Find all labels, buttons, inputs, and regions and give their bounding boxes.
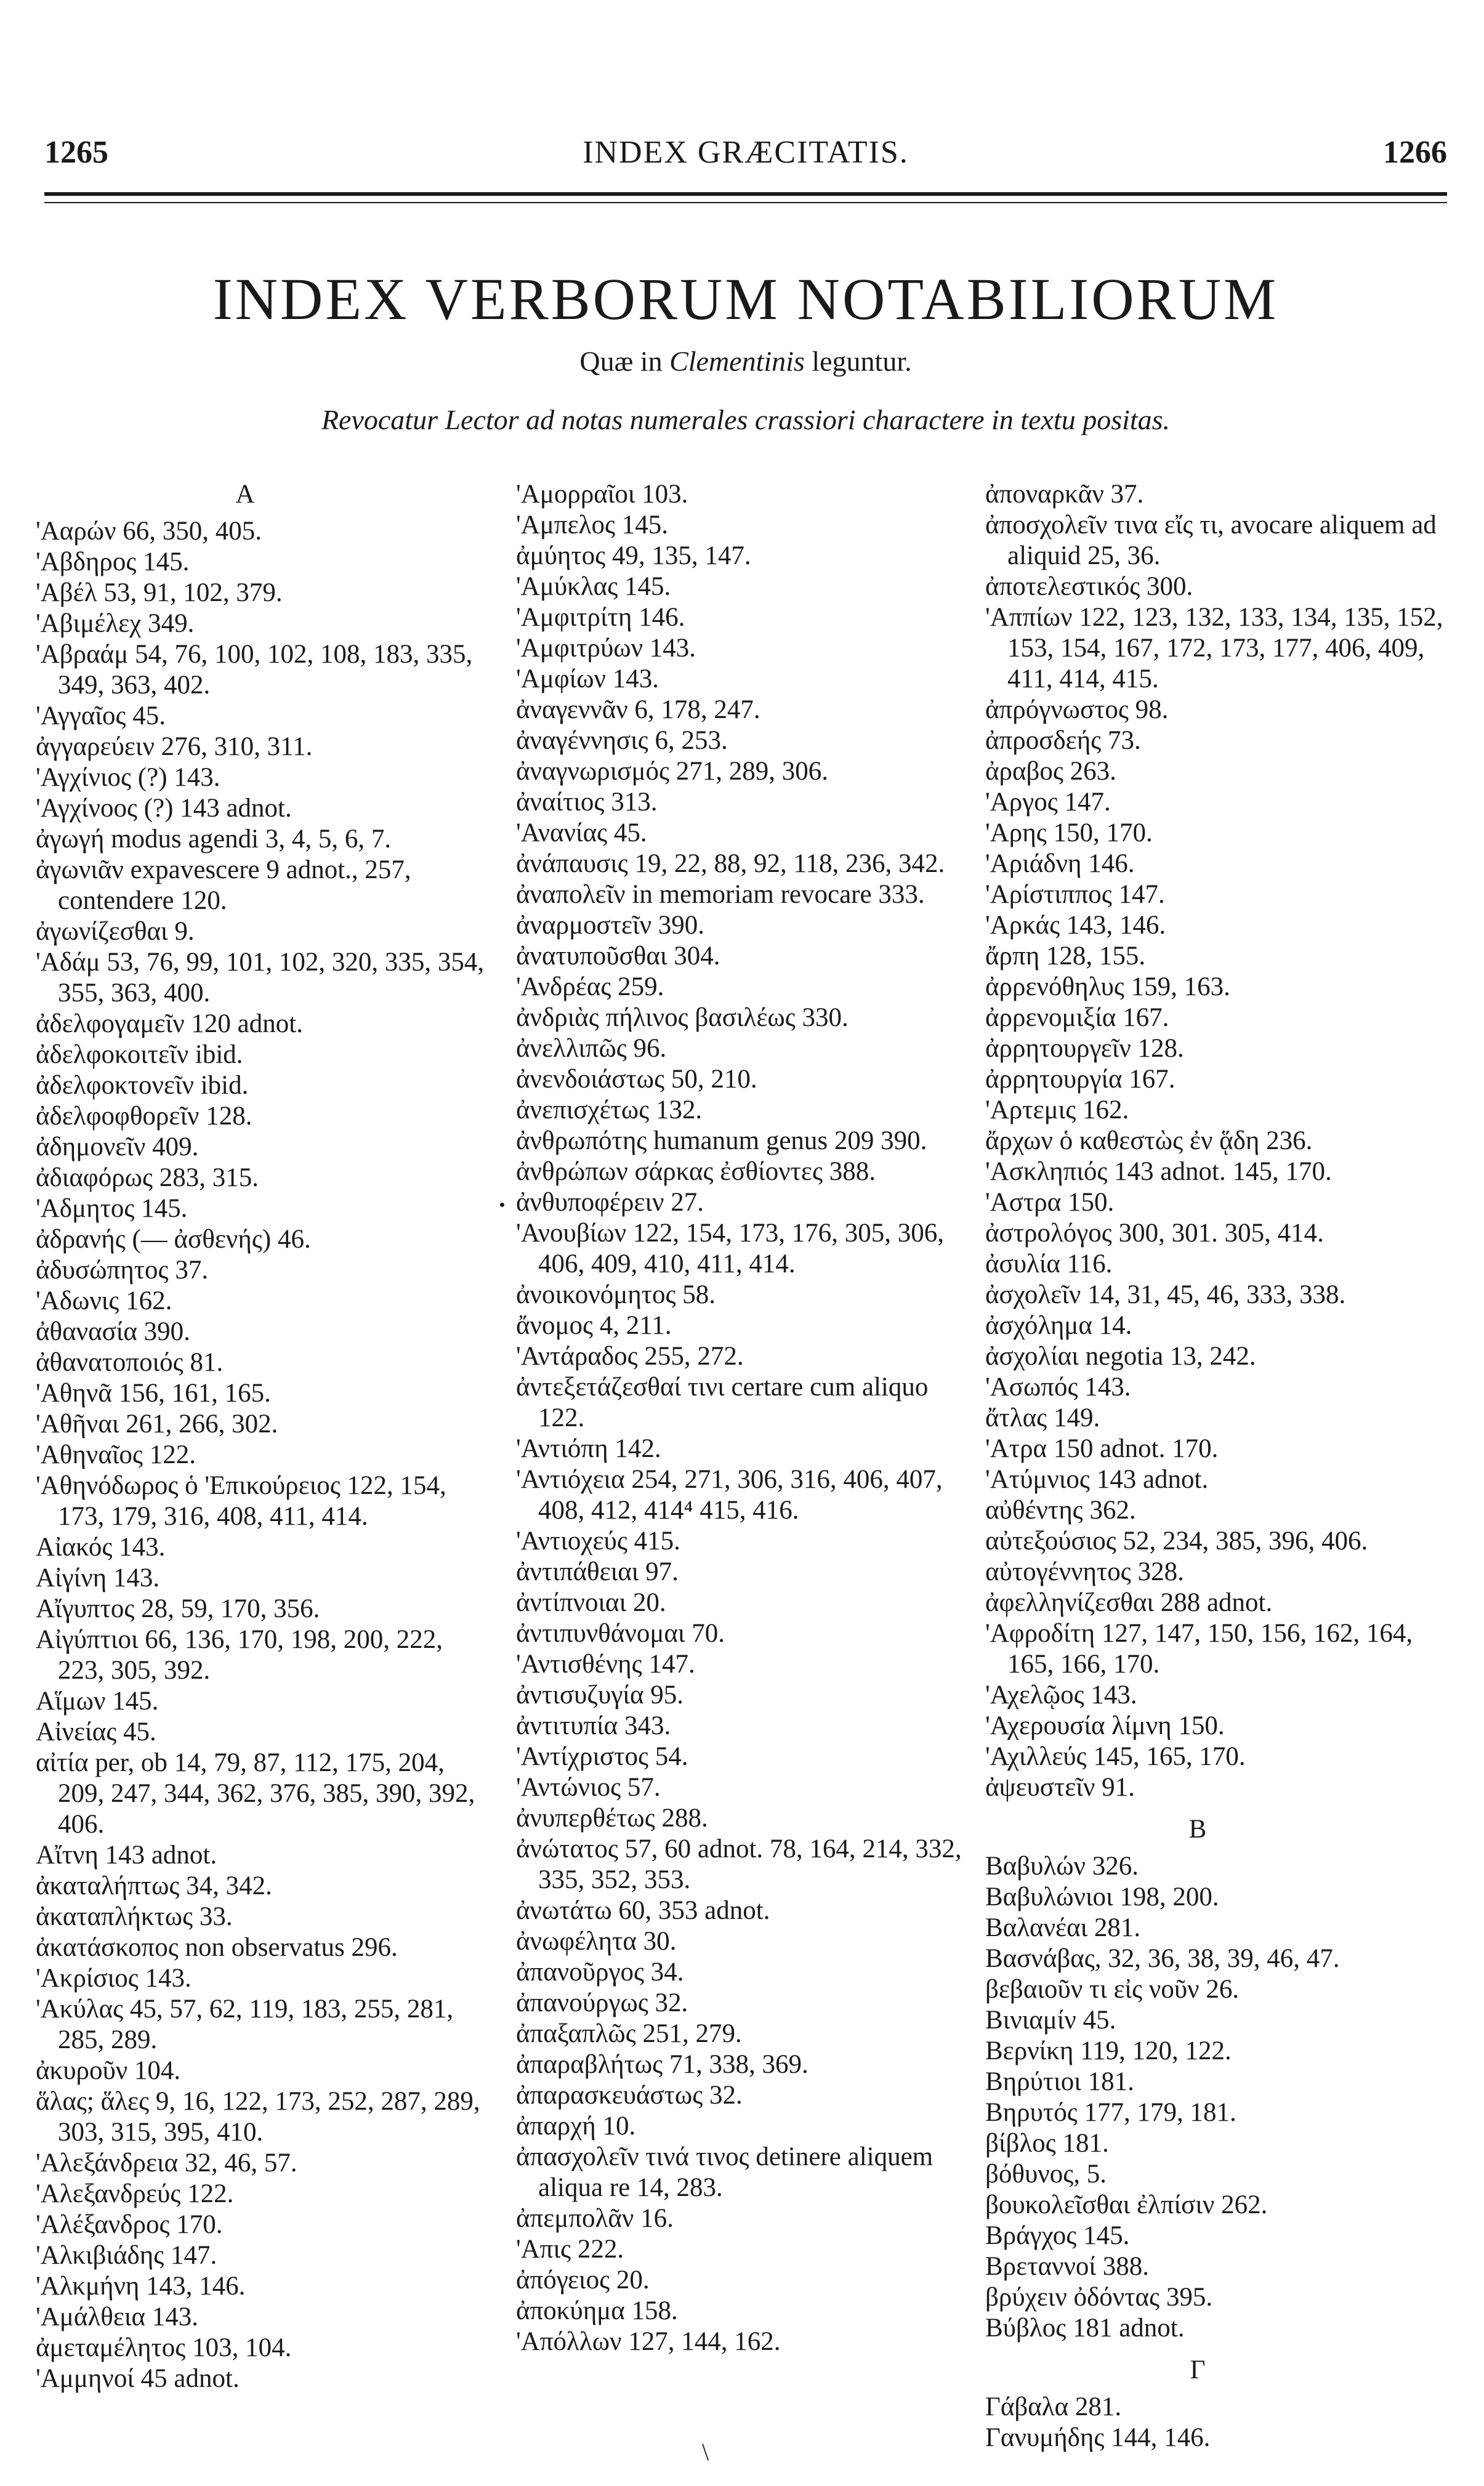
index-entry: ἀπρόγνωστος 98.: [985, 695, 1169, 724]
index-entry: ἄτλας 149.: [985, 1403, 1100, 1432]
index-entry: 'Αθηναῖος 122.: [36, 1440, 196, 1469]
index-entry: ἀναγεννᾶν 6, 178, 247.: [516, 695, 760, 724]
index-entry: 'Αλέξανδρος 170.: [36, 2210, 223, 2239]
section-letter-g: Γ: [1190, 2355, 1206, 2384]
index-entry: 'Αθηνόδωρος ὁ 'Επικούρειος 122, 154, 173, 179, 316, 408, 411, 414.: [36, 1471, 446, 1531]
index-entry: ἀναγέννησις 6, 253.: [516, 726, 728, 755]
index-entry: 'Αντίχριστος 54.: [516, 1742, 688, 1771]
index-entry: 'Αρίστιππος 147.: [985, 880, 1165, 909]
index-entry: ἀνωτάτω 60, 353 adnot.: [516, 1896, 770, 1925]
index-entry: ἀρρητουργία 167.: [985, 1065, 1176, 1094]
index-entry: αὐτεξούσιος 52, 234, 385, 396, 406.: [985, 1527, 1368, 1556]
index-entry: ἀγωνιᾶν expavescere 9 adnot., 257, contendere 120.: [36, 855, 411, 915]
index-entry: 'Ακρίσιος 143.: [36, 1964, 192, 1993]
index-entry: ἀπαραβλήτως 71, 338, 369.: [516, 2050, 809, 2079]
index-entry: Βύβλος 181 adnot.: [985, 2314, 1185, 2343]
header-rule-thin: [44, 202, 1447, 203]
index-entry: Αἰακός 143.: [36, 1533, 166, 1562]
index-entry: Γάβαλα 281.: [985, 2392, 1122, 2421]
index-entry: ἀνωφέλητα 30.: [516, 1927, 677, 1956]
index-entry: ἀντίπνοιαι 20.: [516, 1588, 666, 1617]
index-entry: ἀκαταλήπτως 34, 342.: [36, 1871, 272, 1900]
index-entry: αὐθέντης 362.: [985, 1496, 1136, 1525]
index-entry: ἀγωνίζεσθαι 9.: [36, 917, 195, 946]
index-entry: βρύχειν ὀδόντας 395.: [985, 2283, 1213, 2312]
index-entry: ἀνεπισχέτως 132.: [516, 1096, 703, 1124]
index-entry: 'Ασκληπιός 143 adnot. 145, 170.: [985, 1157, 1332, 1186]
entry-list-col-1: [36, 516, 491, 2394]
index-entry: ἀστρολόγος 300, 301. 305, 414.: [985, 1219, 1324, 1248]
index-entry: ἀδημονεῖν 409.: [36, 1132, 199, 1161]
index-entry: ἀμεταμέλητος 103, 104.: [36, 2333, 292, 2362]
index-entry: Αἰνείας 45.: [36, 1717, 156, 1746]
index-entry: ἀναρμοστεῖν 390.: [516, 911, 705, 940]
index-entry: 'Ακύλας 45, 57, 62, 119, 183, 255, 281, 285, 289.: [36, 1995, 454, 2054]
index-title: INDEX VERBORUM NOTABILIORUM: [212, 266, 1279, 332]
index-entry: 'Αβέλ 53, 91, 102, 379.: [36, 578, 283, 607]
index-entry: 'Αντιόπη 142.: [516, 1434, 661, 1463]
index-entry: 'Αθῆναι 261, 266, 302.: [36, 1410, 278, 1439]
index-entry: 'Αγγαῖος 45.: [36, 701, 166, 730]
index-entry: 'Αχιλλεύς 145, 165, 170.: [985, 1742, 1246, 1771]
index-entry: 'Αλεξάνδρεια 32, 46, 57.: [36, 2149, 297, 2177]
index-entry: Αἵμων 145.: [36, 1687, 159, 1716]
index-entry: 'Αππίων 122, 123, 132, 133, 134, 135, 152, 153, 154, 167, 172, 173, 177, 406, 409, 411, 414, 415.: [985, 603, 1443, 693]
entry-list-col-3b: [985, 1851, 1447, 2344]
index-entry: 'Αλκιβιάδης 147.: [36, 2241, 217, 2270]
page-number-right: 1266: [1383, 135, 1447, 170]
index-entry: ἀδελφοφθορεῖν 128.: [36, 1102, 252, 1131]
index-entry: Αἰγύπτιοι 66, 136, 170, 198, 200, 222, 223, 305, 392.: [36, 1625, 443, 1685]
running-title: INDEX GRÆCITATIS.: [583, 135, 909, 170]
index-entry: ἀναγνωρισμός 271, 289, 306.: [516, 757, 829, 786]
index-entry: ἅλας; ἅλες 9, 16, 122, 173, 252, 287, 289, 303, 315, 395, 410.: [36, 2087, 480, 2147]
index-entry: ἀκατάσκοπος non observatus 296.: [36, 1933, 398, 1962]
index-entry: ἀνοικονόμητος 58.: [516, 1280, 716, 1309]
index-entry: ἀπαρχή 10.: [516, 2112, 636, 2141]
index-entry: ἀνυπερθέτως 288.: [516, 1804, 708, 1833]
index-entry: Βαλανέαι 281.: [985, 1913, 1141, 1942]
index-entry: αὐτογέννητος 328.: [985, 1557, 1184, 1586]
stray-mark: \: [702, 2438, 709, 2466]
index-entry: 'Ανουβίων 122, 154, 173, 176, 305, 306, 406, 409, 410, 411, 414.: [516, 1219, 945, 1278]
index-entry: ἀπόγειος 20.: [516, 2266, 650, 2294]
index-entry: βόθυνος, 5.: [985, 2160, 1107, 2189]
index-entry: ἀνελλιπῶς 96.: [516, 1034, 667, 1063]
index-entry: ἀποκύημα 158.: [516, 2296, 678, 2325]
index-entry: 'Αμάλθεια 143.: [36, 2302, 198, 2331]
index-entry: ἀθανατοποιός 81.: [36, 1348, 224, 1377]
index-entry: ἀσχολεῖν 14, 31, 45, 46, 333, 338.: [985, 1280, 1346, 1309]
index-entry: ἀνθρωπότης humanum genus 209 390.: [516, 1126, 927, 1155]
subtitle-post: leguntur.: [804, 345, 912, 377]
index-entry: 'Αχερουσία λίμνη 150.: [985, 1711, 1225, 1740]
index-entry: ἀγγαρεύειν 276, 310, 311.: [36, 732, 313, 761]
index-entry: βίβλος 181.: [985, 2129, 1109, 2158]
index-entry: ἀναίτιος 313.: [516, 788, 658, 817]
index-entry: 'Αστρα 150.: [985, 1188, 1115, 1217]
index-entry: 'Αρκάς 143, 146.: [985, 911, 1166, 940]
index-entry: ἄρχων ὁ καθεστὼς ἐν ᾅδη 236.: [985, 1126, 1313, 1155]
index-entry: ἀγωγή modus agendi 3, 4, 5, 6, 7.: [36, 825, 392, 854]
index-column-2: [516, 479, 966, 2357]
index-entry: ἀντιτυπία 343.: [516, 1711, 671, 1740]
index-entry: 'Ααρών 66, 350, 405.: [36, 517, 262, 546]
index-entry: ἀδιαφόρως 283, 315.: [36, 1163, 259, 1192]
index-entry: ἀντισυζυγία 95.: [516, 1681, 684, 1709]
index-entry: ἀκαταπλήκτως 33.: [36, 1902, 233, 1931]
index-entry: Βηρυτός 177, 179, 181.: [985, 2098, 1236, 2127]
index-entry: 'Αλεξανδρεύς 122.: [36, 2179, 234, 2208]
index-entry: ἀσυλία 116.: [985, 1249, 1113, 1278]
index-entry: 'Απόλλων 127, 144, 162.: [516, 2327, 781, 2356]
index-entry: 'Αντώνιος 57.: [516, 1773, 661, 1802]
index-entry: ἀποναρκᾶν 37.: [985, 480, 1144, 509]
index-entry: ἄνομος 4, 211.: [516, 1311, 672, 1340]
index-entry: ἀναπολεῖν in memoriam revocare 333.: [516, 880, 925, 909]
index-entry: ἀντιπάθειαι 97.: [516, 1557, 679, 1586]
index-entry: ἀνδριὰς πήλινος βασιλέως 330.: [516, 1003, 849, 1032]
index-entry: ἀνενδοιάστως 50, 210.: [516, 1065, 757, 1094]
index-entry: ἀθανασία 390.: [36, 1317, 190, 1346]
index-entry: Βασνάβας, 32, 36, 38, 39, 46, 47.: [985, 1944, 1340, 1973]
index-entry: 'Αλκμήνη 143, 146.: [36, 2272, 246, 2301]
index-entry: ἀποτελεστικός 300.: [985, 572, 1193, 601]
index-entry: 'Αφροδίτη 127, 147, 150, 156, 162, 164, 165, 166, 170.: [985, 1619, 1413, 1679]
index-entry: 'Ανανίας 45.: [516, 818, 647, 847]
index-entry: 'Αμπελος 145.: [516, 511, 668, 539]
index-entry: 'Αργος 147.: [985, 788, 1111, 817]
index-entry: ἀπαξαπλῶς 251, 279.: [516, 2019, 742, 2048]
index-entry: ἀπανούργως 32.: [516, 1988, 688, 2017]
index-entry: Βαβυλώνιοι 198, 200.: [985, 1883, 1219, 1911]
index-entry: αἰτία per, ob 14, 79, 87, 112, 175, 204, 209, 247, 344, 362, 376, 385, 390, 392, 406.: [36, 1748, 475, 1839]
index-entry: 'Αμύκλας 145.: [516, 572, 671, 601]
index-entry: 'Αγχίνοος (?) 143 adnot.: [36, 794, 292, 823]
index-entry: 'Αμφιτρύων 143.: [516, 634, 696, 663]
index-entry: ἀνώτατος 57, 60 adnot. 78, 164, 214, 332, 335, 352, 353.: [516, 1834, 962, 1894]
index-entry: 'Αντιόχεια 254, 271, 306, 316, 406, 407, 408, 412, 414⁴ 415, 416.: [516, 1465, 943, 1525]
index-entry: 'Αντάραδος 255, 272.: [516, 1342, 744, 1371]
stray-dot: [500, 1203, 504, 1207]
index-entry: 'Αβιμέλεχ 349.: [36, 609, 195, 638]
index-entry: 'Αθηνᾶ 156, 161, 165.: [36, 1379, 271, 1408]
index-entry: Βρεταννοί 388.: [985, 2252, 1149, 2281]
index-entry: ἀδελφογαμεῖν 120 adnot.: [36, 1009, 303, 1038]
index-entry: 'Αντιοχεύς 415.: [516, 1527, 680, 1556]
index-entry: ἀραβος 263.: [985, 757, 1116, 786]
index-entry: ἀνατυποῦσθαι 304.: [516, 942, 720, 971]
index-entry: 'Αρτεμις 162.: [985, 1096, 1129, 1124]
header-rule-thick: [44, 192, 1447, 196]
index-entry: 'Αδωνις 162.: [36, 1286, 172, 1315]
index-entry: 'Ατρα 150 adnot. 170.: [985, 1434, 1219, 1463]
index-column-3: [985, 479, 1447, 2453]
index-entry: ἀψευστεῖν 91.: [985, 1773, 1135, 1802]
index-entry: ἀρρητουργεῖν 128.: [985, 1034, 1184, 1063]
index-entry: ἀπαρασκευάστως 32.: [516, 2081, 743, 2110]
index-entry: ἀντιπυνθάνομαι 70.: [516, 1619, 725, 1648]
index-entry: 'Απις 222.: [516, 2235, 624, 2264]
index-entry: Βινιαμίν 45.: [985, 2006, 1116, 2035]
index-entry: ἀδρανής (— ἀσθενής) 46.: [36, 1225, 311, 1254]
index-entry: ἀπεμπολᾶν 16.: [516, 2204, 674, 2233]
index-entry: ἀφελληνίζεσθαι 288 adnot.: [985, 1588, 1273, 1617]
index-entry: 'Ατύμνιος 143 adnot.: [985, 1465, 1209, 1494]
index-entry: ἀδελφοκοιτεῖν ibid.: [36, 1040, 243, 1069]
index-entry: 'Αδάμ 53, 76, 99, 101, 102, 320, 335, 354, 355, 363, 400.: [36, 948, 485, 1007]
index-entry: 'Αβραάμ 54, 76, 100, 102, 108, 183, 335, 349, 363, 402.: [36, 640, 473, 700]
page-number-left: 1265: [44, 135, 108, 170]
subtitle-pre: Quæ in: [579, 345, 670, 377]
index-entry: ἀμύητος 49, 135, 147.: [516, 541, 751, 570]
section-letter-a: A: [235, 480, 255, 509]
index-entry: ἀπανοῦργος 34.: [516, 1958, 684, 1987]
index-entry: ἀδυσώπητος 37.: [36, 1256, 209, 1285]
index-entry: βουκολεῖσθαι ἐλπίσιν 262.: [985, 2190, 1268, 2219]
index-entry: Αἴτνη 143 adnot.: [36, 1841, 217, 1870]
index-entry: ἀπροσδεής 73.: [985, 726, 1141, 755]
index-entry: ἀσχολίαι negotia 13, 242.: [985, 1342, 1256, 1371]
index-entry: Αἴγυπτος 28, 59, 170, 356.: [36, 1594, 320, 1623]
index-subtitle: [44, 345, 1447, 377]
index-entry: ἀνάπαυσις 19, 22, 88, 92, 118, 236, 342.: [516, 849, 945, 878]
index-entry: Βερνίκη 119, 120, 122.: [985, 2036, 1232, 2065]
index-entry: ἀκυροῦν 104.: [36, 2056, 181, 2085]
index-entry: ἀρρενομιξία 167.: [985, 1003, 1169, 1032]
index-entry: 'Αβδηρος 145.: [36, 547, 190, 576]
index-entry: ἀνθρώπων σάρκας ἐσθίοντες 388.: [516, 1157, 876, 1186]
entry-list-col-3a: [985, 479, 1447, 1803]
index-entry: Αἰγίνη 143.: [36, 1564, 160, 1592]
index-entry: ἀπασχολεῖν τινά τινος detinere aliquem aliqua re 14, 283.: [516, 2142, 934, 2202]
index-entry: 'Ασωπός 143.: [985, 1373, 1131, 1402]
index-entry: ἀποσχολεῖν τινα εἴς τι, avocare aliquem ad aliquid 25, 36.: [985, 511, 1437, 570]
index-entry: 'Αμορραῖοι 103.: [516, 480, 688, 509]
index-entry: ἄρπη 128, 155.: [985, 942, 1146, 971]
index-entry: 'Αμφιτρίτη 146.: [516, 603, 685, 632]
index-column-1: [36, 479, 491, 2394]
subtitle-italic: Clementinis: [669, 345, 805, 377]
index-entry: ἀντεξετάζεσθαί τινι certare cum aliquo 122.: [516, 1373, 929, 1432]
index-entry: ἀρρενόθηλυς 159, 163.: [985, 972, 1230, 1001]
running-header: [44, 134, 1447, 177]
index-entry: ἀνθυποφέρειν 27.: [516, 1188, 704, 1217]
index-entry: 'Αρης 150, 170.: [985, 818, 1153, 847]
index-entry: Βαβυλών 326.: [985, 1852, 1139, 1881]
index-entry: βεβαιοῦν τι εἰς νοῦν 26.: [985, 1975, 1240, 2004]
entry-list-col-3g: [985, 2392, 1447, 2453]
index-entry: 'Αντισθένης 147.: [516, 1650, 695, 1679]
index-entry: ἀσχόλημα 14.: [985, 1311, 1132, 1340]
index-entry: 'Αμμηνοί 45 adnot.: [36, 2364, 240, 2393]
index-entry: Βράγχος 145.: [985, 2221, 1130, 2250]
index-entry: 'Αγχίνιος (?) 143.: [36, 763, 220, 792]
reader-note: Revocatur Lector ad notas numerales crassiori charactere in textu positas.: [321, 404, 1171, 435]
index-entry: Γανυμήδης 144, 146.: [985, 2423, 1211, 2452]
index-entry: 'Αριάδνη 146.: [985, 849, 1135, 878]
index-entry: ἀδελφοκτονεῖν ibid.: [36, 1071, 249, 1100]
index-entry: 'Αδμητος 145.: [36, 1194, 188, 1223]
section-letter-b: B: [1188, 1815, 1207, 1844]
index-entry: 'Αμφίων 143.: [516, 664, 659, 693]
index-entry: Βηρύτιοι 181.: [985, 2067, 1134, 2096]
entry-list-col-2: [516, 479, 966, 2357]
index-entry: 'Ανδρέας 259.: [516, 972, 664, 1001]
index-entry: 'Αχελῷος 143.: [985, 1681, 1137, 1709]
